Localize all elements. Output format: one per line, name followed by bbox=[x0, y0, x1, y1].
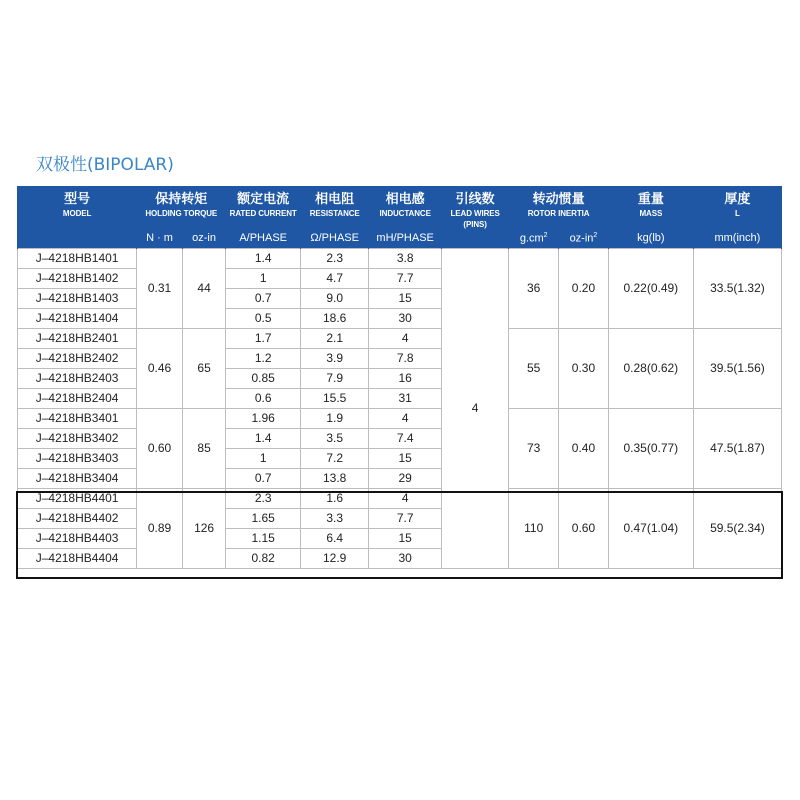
current-cell: 1.4 bbox=[226, 249, 301, 269]
inductance-cell: 4 bbox=[369, 409, 442, 429]
inertia-g-cell: 73 bbox=[509, 409, 559, 489]
unit-resistance: Ω/PHASE bbox=[300, 228, 368, 249]
inductance-cell: 16 bbox=[369, 369, 442, 389]
unit-inertia-g: $g.cm^2$ bbox=[509, 228, 559, 249]
unit-nm: N · m bbox=[137, 228, 183, 249]
unit-current: A/PHASE bbox=[226, 228, 301, 249]
resistance-cell: 3.9 bbox=[300, 349, 368, 369]
resistance-cell: 18.6 bbox=[300, 309, 368, 329]
header-mass: 重量 MASS bbox=[608, 186, 693, 228]
table-row bbox=[18, 329, 782, 349]
length-cell: 47.5(1.87) bbox=[693, 409, 781, 489]
resistance-cell: 7.9 bbox=[300, 369, 368, 389]
header-length: 厚度 L bbox=[693, 186, 781, 228]
spec-table-body bbox=[18, 249, 782, 569]
unit-inductance: mH/PHASE bbox=[369, 228, 442, 249]
unit-ozin: oz-in bbox=[182, 228, 226, 249]
header-inductance: 相电感 INDUCTANCE bbox=[369, 186, 442, 228]
model-cell: J–4218HB1401 bbox=[18, 249, 137, 269]
current-cell: 0.5 bbox=[226, 309, 301, 329]
model-cell: J–4218HB4404 bbox=[18, 549, 137, 569]
inductance-cell: 15 bbox=[369, 449, 442, 469]
torque-ozin-cell: 65 bbox=[182, 329, 226, 409]
torque-ozin-cell: 44 bbox=[182, 249, 226, 329]
resistance-cell: 3.3 bbox=[300, 509, 368, 529]
current-cell: 0.7 bbox=[226, 469, 301, 489]
inductance-cell: 4 bbox=[369, 489, 442, 509]
inductance-cell: 7.7 bbox=[369, 269, 442, 289]
inductance-cell: 7.8 bbox=[369, 349, 442, 369]
model-cell: J–4218HB3402 bbox=[18, 429, 137, 449]
current-cell: 1.7 bbox=[226, 329, 301, 349]
inductance-cell: 3.8 bbox=[369, 249, 442, 269]
inductance-cell: 4 bbox=[369, 329, 442, 349]
length-cell: 59.5(2.34) bbox=[693, 489, 781, 569]
inductance-cell: 7.7 bbox=[369, 509, 442, 529]
length-cell: 33.5(1.32) bbox=[693, 249, 781, 329]
current-cell: 1 bbox=[226, 449, 301, 469]
header-lead-wires: 引线数 LEAD WIRES (PINS) bbox=[441, 186, 508, 249]
inductance-cell: 31 bbox=[369, 389, 442, 409]
torque-nm-cell: 0.46 bbox=[137, 329, 183, 409]
current-cell: 1.4 bbox=[226, 429, 301, 449]
table-row bbox=[18, 409, 782, 429]
resistance-cell: 6.4 bbox=[300, 529, 368, 549]
mass-cell: 0.47(1.04) bbox=[608, 489, 693, 569]
inertia-g-cell: 36 bbox=[509, 249, 559, 329]
resistance-cell: 4.7 bbox=[300, 269, 368, 289]
model-cell: J–4218HB2403 bbox=[18, 369, 137, 389]
header-rated-current: 额定电流 RATED CURRENT bbox=[226, 186, 301, 228]
torque-nm-cell: 0.60 bbox=[137, 409, 183, 489]
inertia-oz-cell: 0.20 bbox=[559, 249, 609, 329]
current-cell: 1.65 bbox=[226, 509, 301, 529]
inductance-cell: 30 bbox=[369, 309, 442, 329]
resistance-cell: 1.6 bbox=[300, 489, 368, 509]
current-cell: 2.3 bbox=[226, 489, 301, 509]
resistance-cell: 13.8 bbox=[300, 469, 368, 489]
resistance-cell: 2.1 bbox=[300, 329, 368, 349]
current-cell: 1.96 bbox=[226, 409, 301, 429]
current-cell: 1 bbox=[226, 269, 301, 289]
resistance-cell: 7.2 bbox=[300, 449, 368, 469]
model-cell: J–4218HB4403 bbox=[18, 529, 137, 549]
resistance-cell: 12.9 bbox=[300, 549, 368, 569]
current-cell: 0.82 bbox=[226, 549, 301, 569]
unit-mass: kg(lb) bbox=[608, 228, 693, 249]
mass-cell: 0.28(0.62) bbox=[608, 329, 693, 409]
current-cell: 0.85 bbox=[226, 369, 301, 389]
inertia-oz-cell: 0.30 bbox=[559, 329, 609, 409]
table-row bbox=[18, 249, 782, 269]
model-cell: J–4218HB2404 bbox=[18, 389, 137, 409]
header-resistance: 相电阻 RESISTANCE bbox=[300, 186, 368, 228]
model-cell: J–4218HB2402 bbox=[18, 349, 137, 369]
current-cell: 1.15 bbox=[226, 529, 301, 549]
inertia-g-cell: 110 bbox=[509, 489, 559, 569]
mass-cell: 0.22(0.49) bbox=[608, 249, 693, 329]
length-cell: 39.5(1.56) bbox=[693, 329, 781, 409]
header-model: 型号 MODEL bbox=[18, 186, 137, 228]
model-cell: J–4218HB4401 bbox=[18, 489, 137, 509]
model-cell: J–4218HB3403 bbox=[18, 449, 137, 469]
current-cell: 1.2 bbox=[226, 349, 301, 369]
spec-table bbox=[17, 186, 782, 569]
resistance-cell: 9.0 bbox=[300, 289, 368, 309]
unit-model bbox=[18, 228, 137, 249]
lead-wires-cell: 4 bbox=[441, 249, 508, 569]
model-cell: J–4218HB2401 bbox=[18, 329, 137, 349]
model-cell: J–4218HB3404 bbox=[18, 469, 137, 489]
page-title: 双极性(BIPOLAR) bbox=[36, 155, 174, 175]
resistance-cell: 15.5 bbox=[300, 389, 368, 409]
model-cell: J–4218HB3401 bbox=[18, 409, 137, 429]
inductance-cell: 15 bbox=[369, 289, 442, 309]
table-row bbox=[18, 489, 782, 509]
resistance-cell: 1.9 bbox=[300, 409, 368, 429]
resistance-cell: 3.5 bbox=[300, 429, 368, 449]
model-cell: J–4218HB1402 bbox=[18, 269, 137, 289]
torque-nm-cell: 0.89 bbox=[137, 489, 183, 569]
mass-cell: 0.35(0.77) bbox=[608, 409, 693, 489]
inertia-oz-cell: 0.60 bbox=[559, 489, 609, 569]
current-cell: 0.7 bbox=[226, 289, 301, 309]
inductance-cell: 15 bbox=[369, 529, 442, 549]
unit-inertia-oz: $oz-in^2$ bbox=[559, 228, 609, 249]
current-cell: 0.6 bbox=[226, 389, 301, 409]
model-cell: J–4218HB4402 bbox=[18, 509, 137, 529]
inductance-cell: 30 bbox=[369, 549, 442, 569]
header-rotor-inertia: 转动惯量 ROTOR INERTIA bbox=[509, 186, 609, 228]
unit-length: mm(inch) bbox=[693, 228, 781, 249]
inductance-cell: 7.4 bbox=[369, 429, 442, 449]
inertia-oz-cell: 0.40 bbox=[559, 409, 609, 489]
inertia-g-cell: 55 bbox=[509, 329, 559, 409]
resistance-cell: 2.3 bbox=[300, 249, 368, 269]
model-cell: J–4218HB1404 bbox=[18, 309, 137, 329]
torque-ozin-cell: 126 bbox=[182, 489, 226, 569]
inductance-cell: 29 bbox=[369, 469, 442, 489]
torque-ozin-cell: 85 bbox=[182, 409, 226, 489]
header-holding-torque: 保持转矩 HOLDING TORQUE bbox=[137, 186, 226, 228]
torque-nm-cell: 0.31 bbox=[137, 249, 183, 329]
model-cell: J–4218HB1403 bbox=[18, 289, 137, 309]
